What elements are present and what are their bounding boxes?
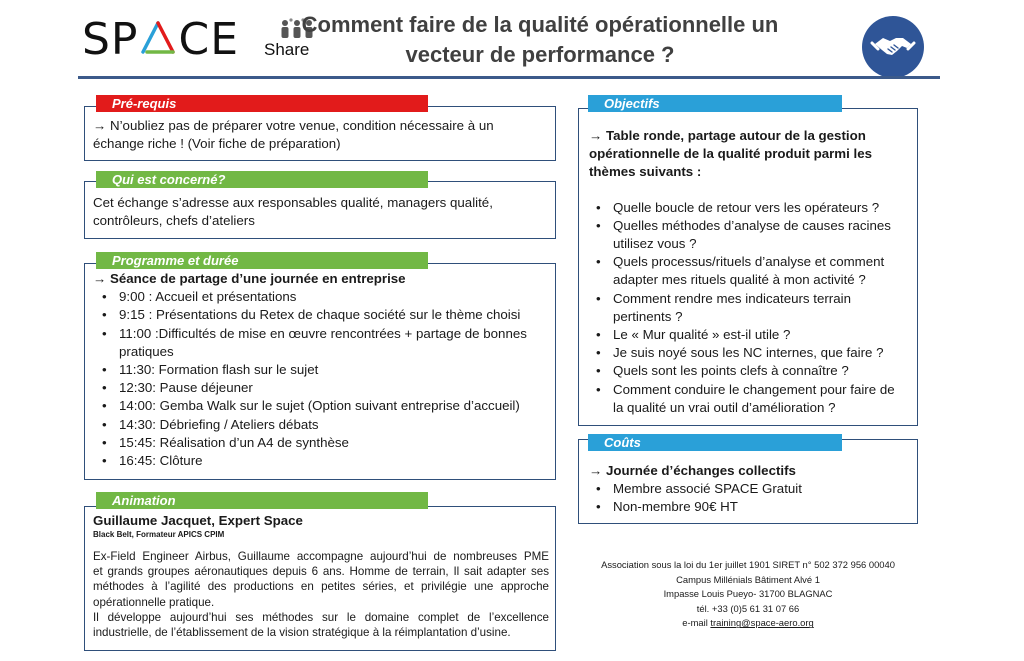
prerequis-line-1: → N’oubliez pas de préparer votre venue, condition nécessaire à un [93, 118, 494, 133]
prerequis-line-2: échange riche ! (Voir fiche de préparation) [93, 136, 341, 152]
logo-text-pre: SP [82, 14, 139, 65]
logo-share-text: Share [264, 40, 310, 59]
animation-p1-line: méthodes à l’agilité des productions en petites séries, et privilégie une approche [93, 580, 549, 594]
programme-item-continued: pratiques [119, 343, 174, 359]
handshake-icon [862, 16, 924, 78]
logo-triangle-icon [139, 18, 177, 52]
objectif-item: • Comment conduire le changement pour faire de [587, 381, 915, 399]
objectif-item-continued: adapter mes rituels qualité à mon activité ? [613, 272, 866, 288]
programme-section [84, 263, 556, 480]
footer-email-label: e-mail [682, 617, 711, 629]
animator-name: Guillaume Jacquet, Expert Space [93, 513, 303, 528]
handshake-badge [862, 16, 924, 78]
objectifs-section [578, 108, 918, 426]
footer-line-4: tél. +33 (0)5 61 31 07 66 [696, 602, 800, 614]
cout-item: • Non-membre 90€ HT [587, 498, 915, 516]
objectif-item: • Quelles méthodes d’analyse de causes racines [587, 217, 915, 235]
programme-item: • 15:45: Réalisation d’un A4 de synthèse [93, 434, 553, 452]
footer-line-1: Association sous la loi du 1er juillet 1901 SIRET n° 502 372 956 00040 [601, 559, 895, 570]
animation-tag: Animation [96, 492, 428, 509]
objectif-item: • Quels sont les points clefs à connaître ? [587, 362, 915, 380]
objectif-item: • Quelle boucle de retour vers les opérateurs ? [587, 199, 915, 217]
programme-item: • 11:30: Formation flash sur le sujet [93, 361, 553, 379]
footer-address [578, 558, 918, 631]
objectif-item-continued: la qualité un vrai outil d’amélioration ? [613, 399, 836, 415]
footer-line-2: Campus Millénials Bâtiment Alvé 1 [676, 573, 820, 585]
objectifs-list [587, 199, 915, 417]
logo-text-post: CE [178, 14, 239, 65]
objectif-item: • Comment rendre mes indicateurs terrain [587, 290, 915, 308]
objectifs-intro-line-2: opérationnelle de la qualité produit parmi les [589, 146, 872, 162]
prerequis-section [84, 106, 556, 161]
programme-tag: Programme et durée [96, 252, 428, 269]
animation-p1-line: Ex-Field Engineer Airbus, Guillaume accompagne aujourd’hui de nombreuses PME [93, 550, 549, 563]
email-link[interactable]: training@space-aero.org [710, 617, 814, 629]
programme-item: • 9:00 : Accueil et présentations [93, 288, 553, 306]
programme-list [93, 288, 553, 470]
objectif-item-continued: utilisez vous ? [613, 236, 697, 252]
programme-intro: → Séance de partage d’une journée en entreprise [93, 271, 406, 286]
programme-item: • 12:30: Pause déjeuner [93, 379, 553, 397]
objectif-item: • Quels processus/rituels d’analyse et comment [587, 253, 915, 271]
couts-intro: → Journée d’échanges collectifs [589, 463, 796, 478]
space-share-logo [82, 14, 332, 65]
objectifs-intro-line-1: → Table ronde, partage autour de la gestion [589, 128, 866, 143]
animation-p2-line: Il développe aujourd’hui ses méthodes sur le domaine complet de l’excellence [93, 610, 549, 624]
animation-section [84, 506, 556, 651]
couts-section [578, 439, 918, 524]
objectifs-intro-line-3: thèmes suivants : [589, 164, 702, 180]
couts-list [587, 480, 915, 516]
page-title-line-2: vecteur de performance ? [405, 42, 675, 67]
objectifs-tag: Objectifs [588, 95, 842, 112]
objectif-item: • Je suis noyé sous les NC internes, que faire ? [587, 344, 915, 362]
header-rule [78, 76, 940, 79]
objectif-item-continued: pertinents ? [613, 308, 683, 324]
cout-item: • Membre associé SPACE Gratuit [587, 480, 915, 498]
programme-item: • 9:15 : Présentations du Retex de chaque société sur le thème choisi [93, 306, 553, 324]
programme-item: • 11:00 :Difficultés de mise en œuvre rencontrées + partage de bonnes [93, 325, 553, 343]
animation-p2-line: industrielle, de l’établissement de la vision stratégique à la réimplantation d’usine. [93, 626, 511, 640]
prerequis-tag: Pré-requis [96, 95, 428, 112]
page-title [300, 10, 780, 70]
programme-item: • 14:00: Gemba Walk sur le sujet (Option suivant entreprise d’accueil) [93, 397, 553, 415]
couts-tag: Coûts [588, 434, 842, 451]
logo-wordmark [82, 14, 239, 65]
animation-p1-line: et grands groupes aéronautiques depuis 6 ans. Homme de terrain, Il sait adapter ses [93, 565, 549, 579]
animation-p1-line: opérationnelle pratique. [93, 595, 215, 609]
page-title-line-1: Comment faire de la qualité opérationnelle un [301, 12, 779, 37]
programme-item: • 16:45: Clôture [93, 452, 553, 470]
concerne-line-2: contrôleurs, chefs d’ateliers [93, 213, 255, 229]
objectif-item: • Le « Mur qualité » est-il utile ? [587, 326, 915, 344]
concerne-section [84, 181, 556, 239]
programme-item: • 14:30: Débriefing / Ateliers débats [93, 416, 553, 434]
concerne-tag: Qui est concerné? [96, 171, 428, 188]
concerne-line-1: Cet échange s’adresse aux responsables qualité, managers qualité, [93, 195, 493, 210]
footer-line-3: Impasse Louis Pueyo- 31700 BLAGNAC [663, 588, 833, 600]
animator-subtitle: Black Belt, Formateur APICS CPIM [93, 530, 225, 539]
